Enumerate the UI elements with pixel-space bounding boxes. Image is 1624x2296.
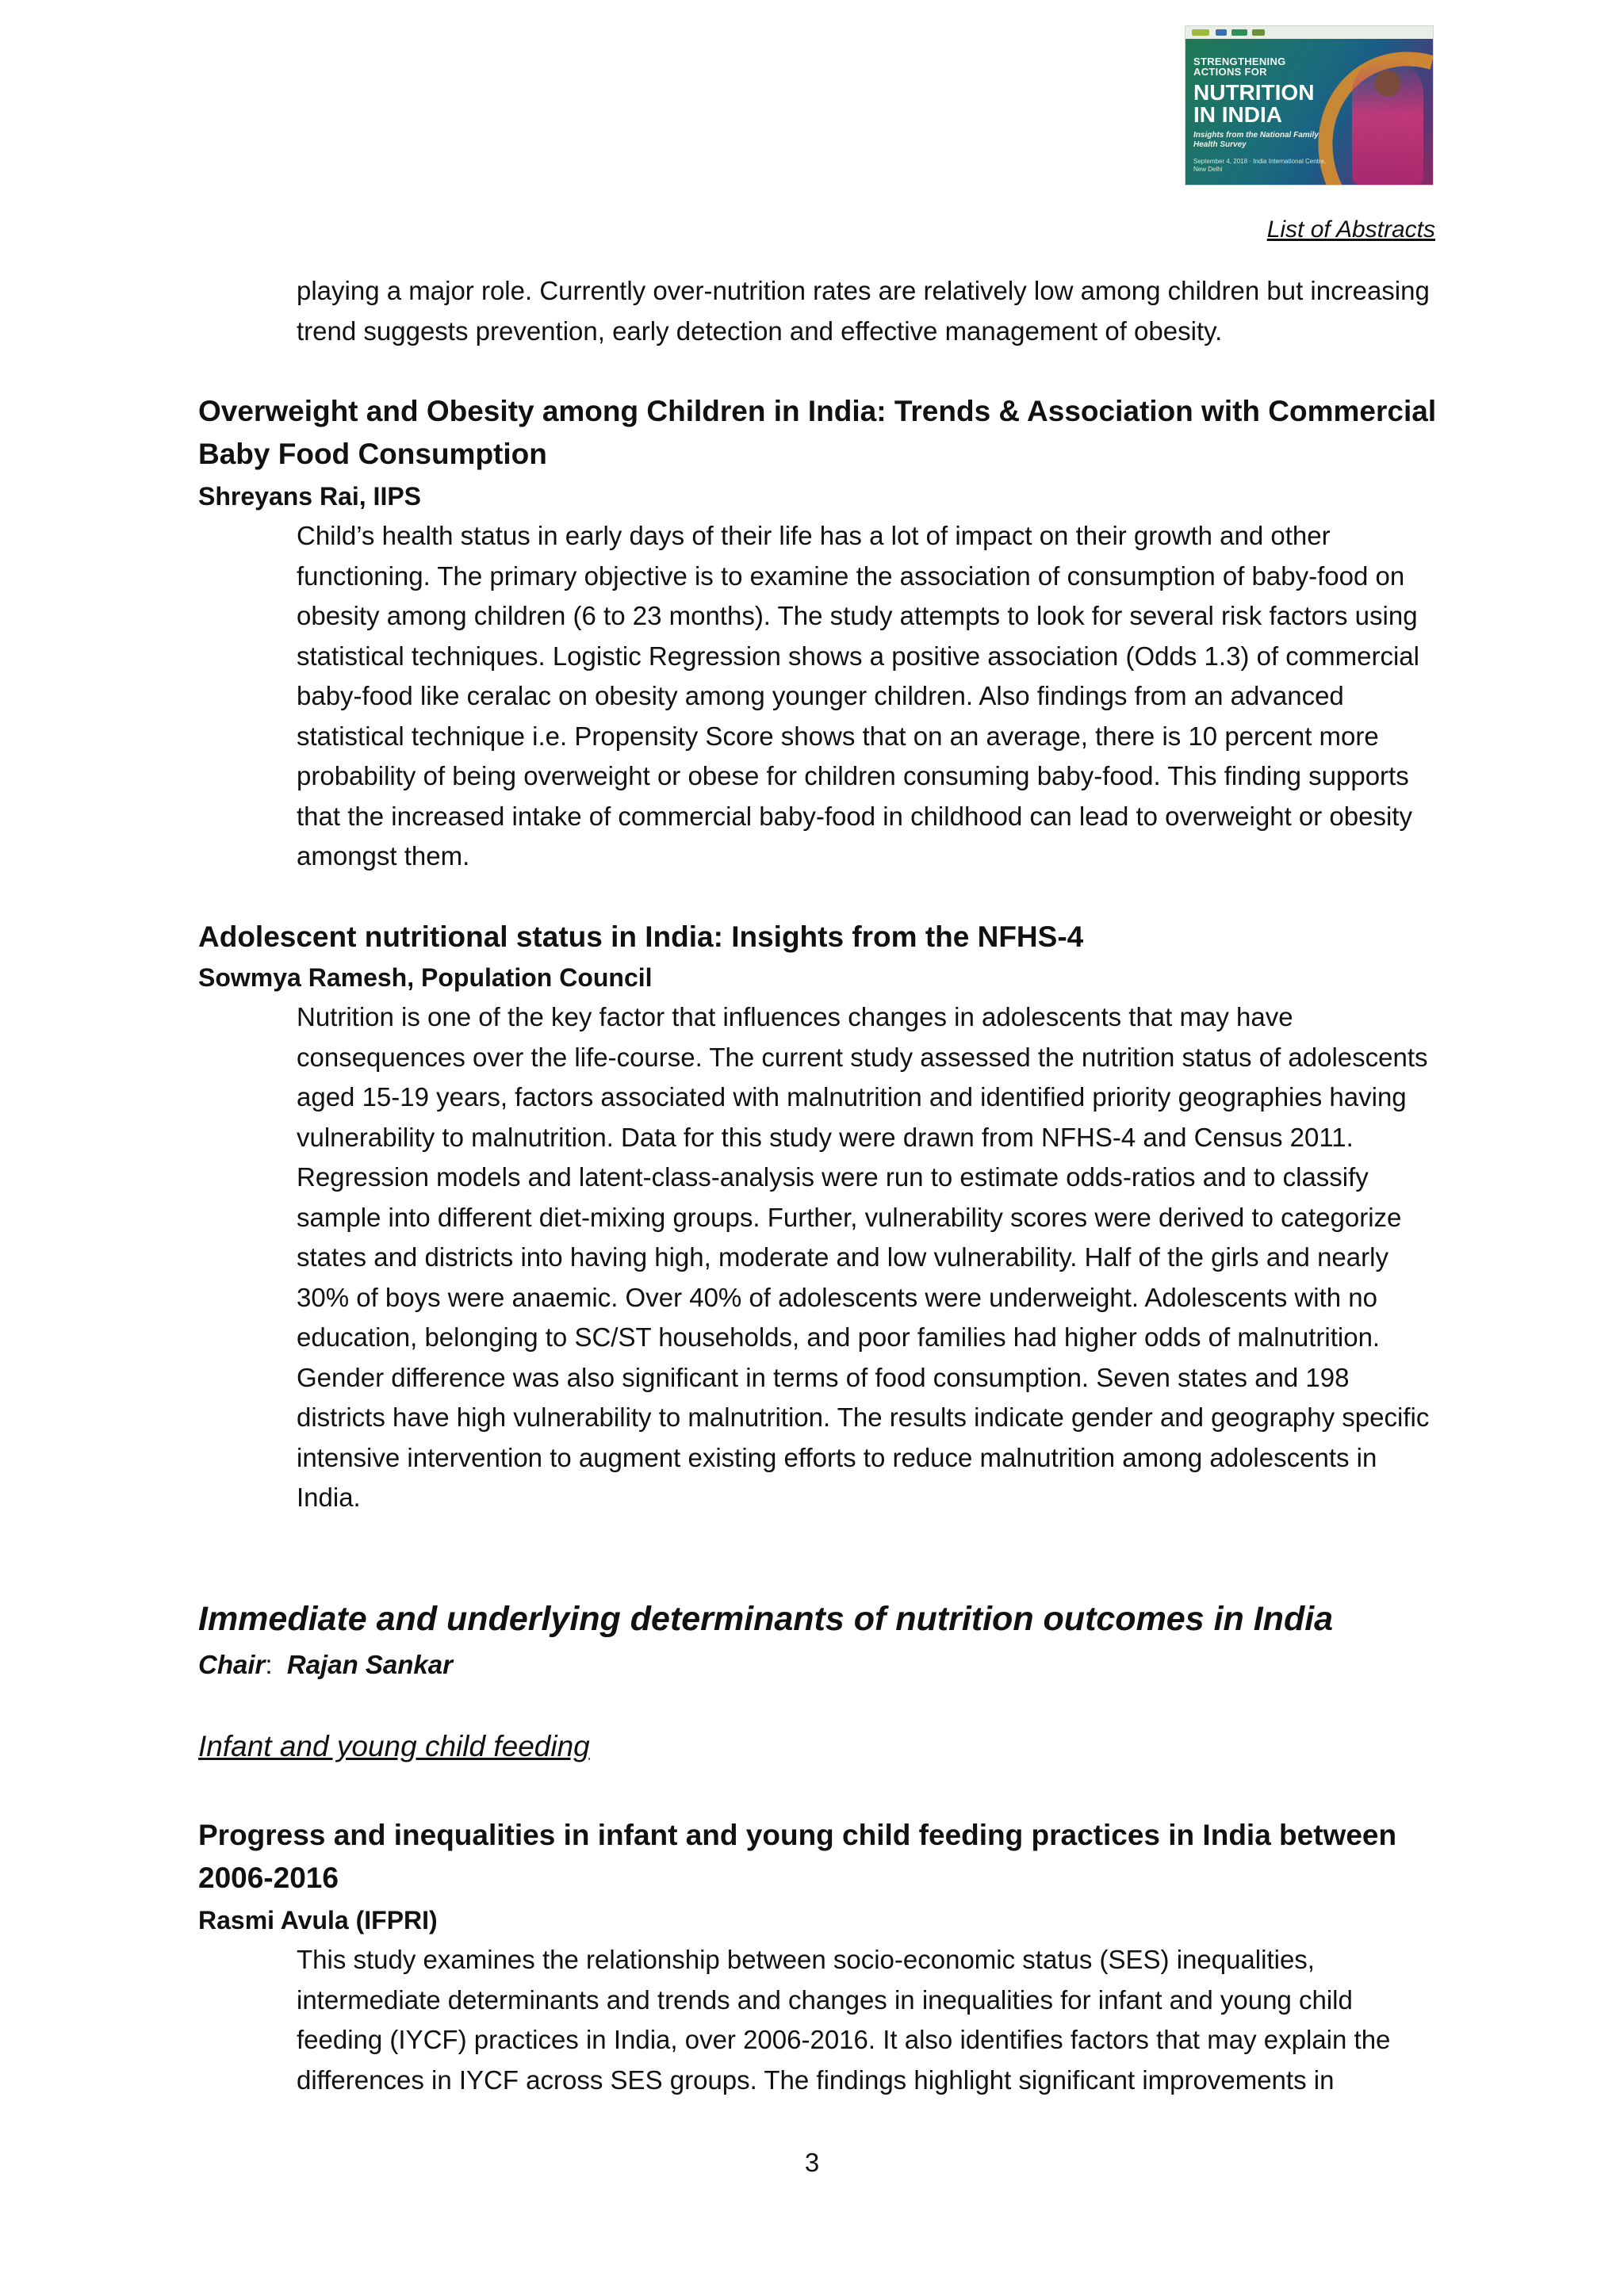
logo-line-4: September 4, 2018 · India International Centre, New Delhi — [1193, 158, 1327, 173]
abstract-author: Rasmi Avula (IFPRI) — [198, 1906, 438, 1934]
logo-line-2: NUTRITION IN INDIA — [1193, 80, 1315, 127]
page-number: 3 — [804, 2148, 820, 2177]
abstract-author: Shreyans Rai, IIPS — [198, 482, 422, 511]
abstract-title: Overweight and Obesity among Children in India: Trends & Association with Commercial Baby Food Consumption — [198, 395, 1437, 470]
abstract-author: Sowmya Ramesh, Population Council — [198, 963, 653, 992]
continuation-paragraph: playing a major role. Currently over-nutrition rates are relatively low among children but increasing trend suggests prevention, early detection and effective management of obesity. — [297, 276, 1430, 346]
logo-partner-band — [1185, 26, 1433, 39]
abstract-title: Progress and inequalities in infant and young child feeding practices in India between 2006-2016 — [198, 1819, 1397, 1894]
subsection-title: Infant and young child feeding — [198, 1730, 590, 1762]
session-chair — [198, 1649, 453, 1681]
partner-logo-icon — [1192, 29, 1209, 36]
chair-name: Rajan Sankar — [286, 1650, 453, 1679]
logo-line-1: STRENGTHENING ACTIONS FOR — [1193, 55, 1286, 78]
section-title: Immediate and underlying determinants of nutrition outcomes in India — [198, 1600, 1334, 1638]
abstract-body: Child’s health status in early days of their life has a lot of impact on their growth and other functioning. The primary objective is to examine the association of consumption of baby-food on obesity among children (6 to 23 months). The study attempts to look for several risk factors using statistical techniques. Logistic Regression shows a positive association (Odds 1.3) of commercial baby-food like ceralac on obesity among younger children. Also findings from an advanced statistical technique i.e. Propensity Score shows that on an average, there is 10 percent more probability of being overweight or obese for children consuming baby-food. This finding supports that the increased intake of commercial baby-food in childhood can lead to overweight or obesity amongst them. — [297, 521, 1419, 871]
abstract-body: This study examines the relationship between socio-economic status (SES) inequalities, intermediate determinants and trends and changes in inequalities for infant and young child feeding (IYCF) practices in India, over 2006-2016. It also identifies factors that may explain the differences in IYCF across SES groups. The findings highlight significant improvements in — [297, 1945, 1391, 2095]
partner-logo-icon — [1216, 29, 1227, 36]
abstract-title: Adolescent nutritional status in India: Insights from the NFHS-4 — [198, 920, 1084, 953]
running-header: List of Abstracts — [1266, 216, 1435, 243]
logo-line-3: Insights from the National Family Health Survey — [1193, 131, 1319, 149]
partner-logo-icon — [1231, 29, 1247, 36]
chair-separator: : — [265, 1650, 273, 1679]
conference-logo — [1185, 25, 1434, 186]
logo-photo-figure — [1352, 58, 1423, 185]
abstract-body: Nutrition is one of the key factor that influences changes in adolescents that may have consequences over the life-course. The current study assessed the nutrition status of adolescents aged 15-19 years, factors associated with malnutrition and identified priority geographies having vulnerability to malnutrition. Data for this study were drawn from NFHS-4 and Census 2011. Regression models and latent-class-analysis were run to estimate odds-ratios and to classify sample into different diet-mixing groups. Further, vulnerability scores were derived to categorize states and districts into having high, moderate and low vulnerability. Half of the girls and nearly 30% of boys were anaemic. Over 40% of adolescents were underweight. Adolescents with no education, belonging to SC/ST households, and poor families had higher odds of malnutrition. Gender difference was also significant in terms of food consumption. Seven states and 198 districts have high vulnerability to malnutrition. The results indicate gender and geography specific intensive intervention to augment existing efforts to reduce malnutrition among adolescents in India. — [297, 1002, 1430, 1512]
chair-label: Chair — [198, 1650, 266, 1679]
partner-logo-icon — [1252, 29, 1265, 36]
